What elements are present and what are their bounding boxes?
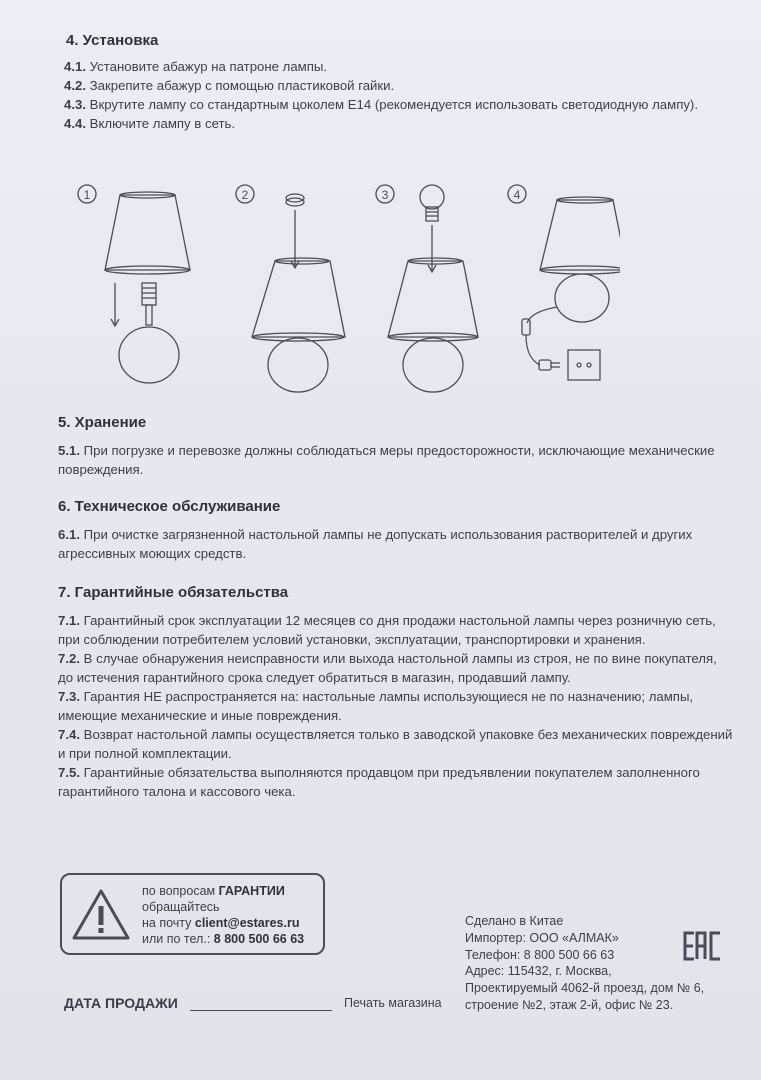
step-marker [78, 185, 96, 203]
storage-title: 5. Хранение [58, 414, 147, 431]
sale-date-label: ДАТА ПРОДАЖИ [64, 995, 178, 1011]
install-item: 4.1. Установите абажур на патроне лампы. [64, 59, 328, 74]
assembly-illustration [60, 175, 620, 395]
lamp-base-icon [268, 338, 328, 392]
service-item: 6.1. При очистке загрязненной настольной лампы не допускать использования растворителей и других агрессивных моющих средств. [58, 527, 693, 561]
lamp-assembled-icon [540, 197, 620, 322]
contact-text: по вопросам ГАРАНТИИ обращайтесь на почту client@estares.ru или по тел.: 8 800 500 66 63 [142, 884, 305, 946]
warranty-contact-box [60, 873, 325, 955]
step-marker [236, 185, 254, 203]
contact-phone: 8 800 500 66 63 [213, 932, 305, 946]
warranty-item: 7.4. Возврат настольной лампы осуществляется только в заводской упаковке без механических повреждений и при полной комплектации. [58, 727, 733, 761]
install-section [58, 32, 738, 133]
warranty-item: 7.3. Гарантия НЕ распространяется на: настольные лампы использующиеся не по назначению; лампы, имеющие механические и иные повреждения. [58, 689, 694, 723]
svg-text:3: 3 [381, 188, 389, 202]
step-marker [376, 185, 394, 203]
manufacturer-info: Сделано в Китае Импортер: ООО «АЛМАК» Телефон: 8 800 500 66 63 Адрес: 115432, г. Москва, Проектируемый 4062-й проезд, дом № 6, строение №2, этаж 2-й, офис № 23. [465, 914, 705, 1012]
warranty-title: 7. Гарантийные обязательства [58, 584, 289, 601]
eac-mark-icon [683, 930, 723, 962]
plastic-nut-icon [286, 194, 304, 206]
svg-text:1: 1 [83, 188, 91, 202]
light-bulb-icon [420, 185, 444, 221]
lampshade-icon [252, 258, 345, 341]
install-title: 4. Установка [66, 32, 159, 49]
arrow-down-icon [428, 225, 436, 272]
arrow-down-icon [111, 283, 119, 326]
contact-email: client@estares.ru [194, 916, 300, 930]
sale-date-line [190, 1010, 332, 1011]
storage-item: 5.1. При погрузке и перевозке должны соблюдаться меры предосторожности, исключающие механические повреждения. [58, 443, 715, 477]
service-section [58, 498, 738, 563]
install-item: 4.3. Вкрутите лампу со стандартным цоколем Е14 (рекомендуется использовать светодиодную лампу). [64, 97, 698, 112]
warranty-item: 7.1. Гарантийный срок эксплуатации 12 месяцев со дня продажи настольной лампы через розничную сеть, при соблюдении потребителем условий установки, эксплуатации, транспортировки и хранения. [58, 613, 716, 647]
lamp-base-icon [403, 338, 463, 392]
warranty-section [58, 584, 738, 801]
power-socket-icon [568, 350, 600, 380]
storage-section [58, 414, 738, 479]
warranty-item: 7.2. В случае обнаружения неисправности или выхода настольной лампы из строя, не по вине покупателя, до истечения гарантийного срока следует обратиться в магазин, продавший лампу. [58, 651, 717, 685]
install-item: 4.4. Включите лампу в сеть. [64, 116, 236, 131]
arrow-down-icon [291, 210, 299, 268]
warning-icon [70, 887, 132, 943]
power-cord-icon [522, 307, 560, 370]
install-item: 4.2. Закрепите абажур с помощью пластиковой гайки. [64, 78, 395, 93]
shop-stamp-label: Печать магазина [344, 996, 442, 1010]
lampshade-icon [105, 192, 190, 274]
service-title: 6. Техническое обслуживание [58, 498, 281, 515]
step-marker [508, 185, 526, 203]
svg-text:4: 4 [513, 188, 521, 202]
lamp-base-icon [119, 283, 179, 383]
warranty-item: 7.5. Гарантийные обязательства выполняются продавцом при предъявлении покупателем заполненного гарантийного талона и кассового чека. [58, 765, 700, 799]
svg-text:2: 2 [241, 188, 249, 202]
